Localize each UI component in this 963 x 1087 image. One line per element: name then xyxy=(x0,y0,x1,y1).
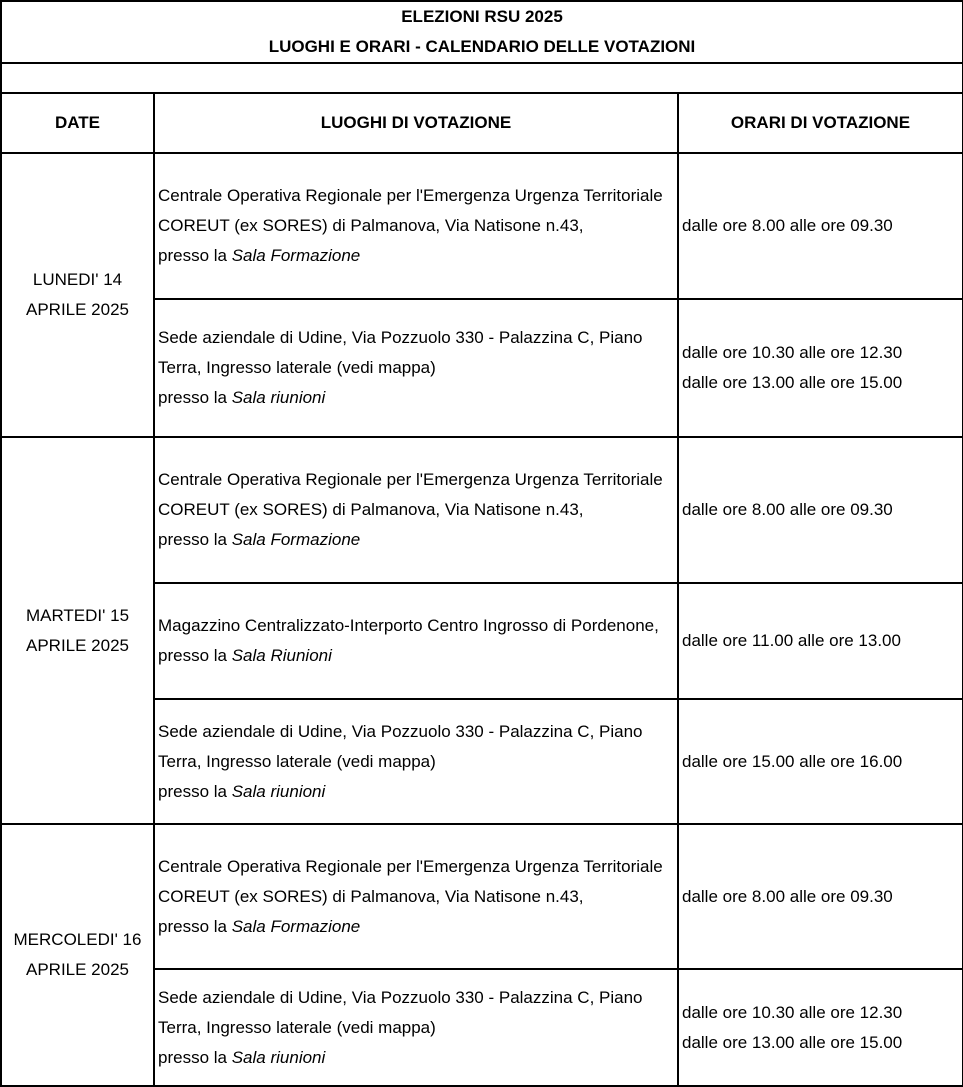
schedule-row xyxy=(1,824,963,969)
column-header-date: DATE xyxy=(1,93,154,153)
blank-cell xyxy=(1,63,963,93)
presso-label: presso la xyxy=(158,530,227,549)
room-name: Sala Formazione xyxy=(231,246,361,265)
date-cell xyxy=(1,437,154,824)
date-cell xyxy=(1,153,154,437)
time-cell xyxy=(678,969,963,1086)
time-cell xyxy=(678,437,963,583)
place-cell xyxy=(154,824,678,969)
place-address: Centrale Operativa Regionale per l'Emergenza Urgenza Territoriale COREUT (ex SORES) di Palmanova, Via Natisone n.43, xyxy=(158,470,663,519)
time-slot: dalle ore 10.30 alle ore 12.30 xyxy=(682,1002,903,1022)
place-cell xyxy=(154,699,678,824)
time-slot: dalle ore 13.00 alle ore 15.00 xyxy=(682,373,903,392)
room-name: Sala Formazione xyxy=(231,530,361,549)
column-header-times: ORARI DI VOTAZIONE xyxy=(678,93,963,153)
place-cell xyxy=(154,969,678,1086)
time-cell xyxy=(678,299,963,437)
date-month-year: APRILE 2025 xyxy=(25,635,129,655)
presso-label: presso la xyxy=(158,781,227,801)
room-name: Sala riunioni xyxy=(231,1047,326,1067)
time-cell xyxy=(678,583,963,699)
place-cell xyxy=(154,153,678,299)
room-name: Sala Formazione xyxy=(231,916,361,936)
place-address: Magazzino Centralizzato-Interporto Centro Ingrosso di Pordenone, xyxy=(158,616,659,635)
column-header-places: LUOGHI DI VOTAZIONE xyxy=(154,93,678,153)
place-cell xyxy=(154,437,678,583)
time-slot: dalle ore 15.00 alle ore 16.00 xyxy=(682,751,903,771)
schedule-body xyxy=(1,1,963,1086)
room-name: Sala riunioni xyxy=(231,388,326,407)
time-cell xyxy=(678,153,963,299)
place-address: Centrale Operativa Regionale per l'Emergenza Urgenza Territoriale COREUT (ex SORES) di Palmanova, Via Natisone n.43, xyxy=(158,186,663,235)
presso-label: presso la xyxy=(158,246,227,265)
room-name: Sala riunioni xyxy=(231,781,326,801)
time-cell xyxy=(678,824,963,969)
blank-row xyxy=(1,63,963,93)
place-address: Sede aziendale di Udine, Via Pozzuolo 330 - Palazzina C, Piano Terra, Ingresso laterale (vedi mappa) xyxy=(158,328,643,377)
time-slot: dalle ore 8.00 alle ore 09.30 xyxy=(682,500,893,519)
schedule-row xyxy=(1,437,963,583)
place-address: Sede aziendale di Udine, Via Pozzuolo 330 - Palazzina C, Piano Terra, Ingresso laterale (vedi mappa) xyxy=(158,721,643,771)
presso-label: presso la xyxy=(158,1047,227,1067)
date-day: LUNEDI' 14 xyxy=(32,270,123,289)
time-cell xyxy=(678,699,963,824)
document-subtitle: LUOGHI E ORARI - CALENDARIO DELLE VOTAZIONI xyxy=(268,37,696,56)
time-slot: dalle ore 8.00 alle ore 09.30 xyxy=(682,216,893,235)
header-row xyxy=(1,93,963,153)
place-address: Sede aziendale di Udine, Via Pozzuolo 330 - Palazzina C, Piano Terra, Ingresso laterale (vedi mappa) xyxy=(158,987,643,1037)
place-cell xyxy=(154,583,678,699)
date-month-year: APRILE 2025 xyxy=(25,300,129,319)
presso-label: presso la xyxy=(158,646,227,665)
time-slot: dalle ore 11.00 alle ore 13.00 xyxy=(682,631,901,650)
schedule-row xyxy=(1,153,963,299)
presso-label: presso la xyxy=(158,388,227,407)
time-slot: dalle ore 13.00 alle ore 15.00 xyxy=(682,1032,903,1052)
room-name: Sala Riunioni xyxy=(231,646,332,665)
date-month-year: APRILE 2025 xyxy=(25,960,129,979)
date-day: MERCOLEDI' 16 xyxy=(13,930,142,949)
time-slot: dalle ore 8.00 alle ore 09.30 xyxy=(682,886,893,906)
place-address: Centrale Operativa Regionale per l'Emergenza Urgenza Territoriale COREUT (ex SORES) di Palmanova, Via Natisone n.43, xyxy=(158,856,663,906)
place-cell xyxy=(154,299,678,437)
date-cell xyxy=(1,824,154,1086)
title-cell xyxy=(1,1,963,63)
date-day: MARTEDI' 15 xyxy=(25,605,130,625)
title-row xyxy=(1,1,963,63)
document-title: ELEZIONI RSU 2025 xyxy=(401,7,563,26)
time-slot: dalle ore 10.30 alle ore 12.30 xyxy=(682,343,903,362)
presso-label: presso la xyxy=(158,916,227,936)
